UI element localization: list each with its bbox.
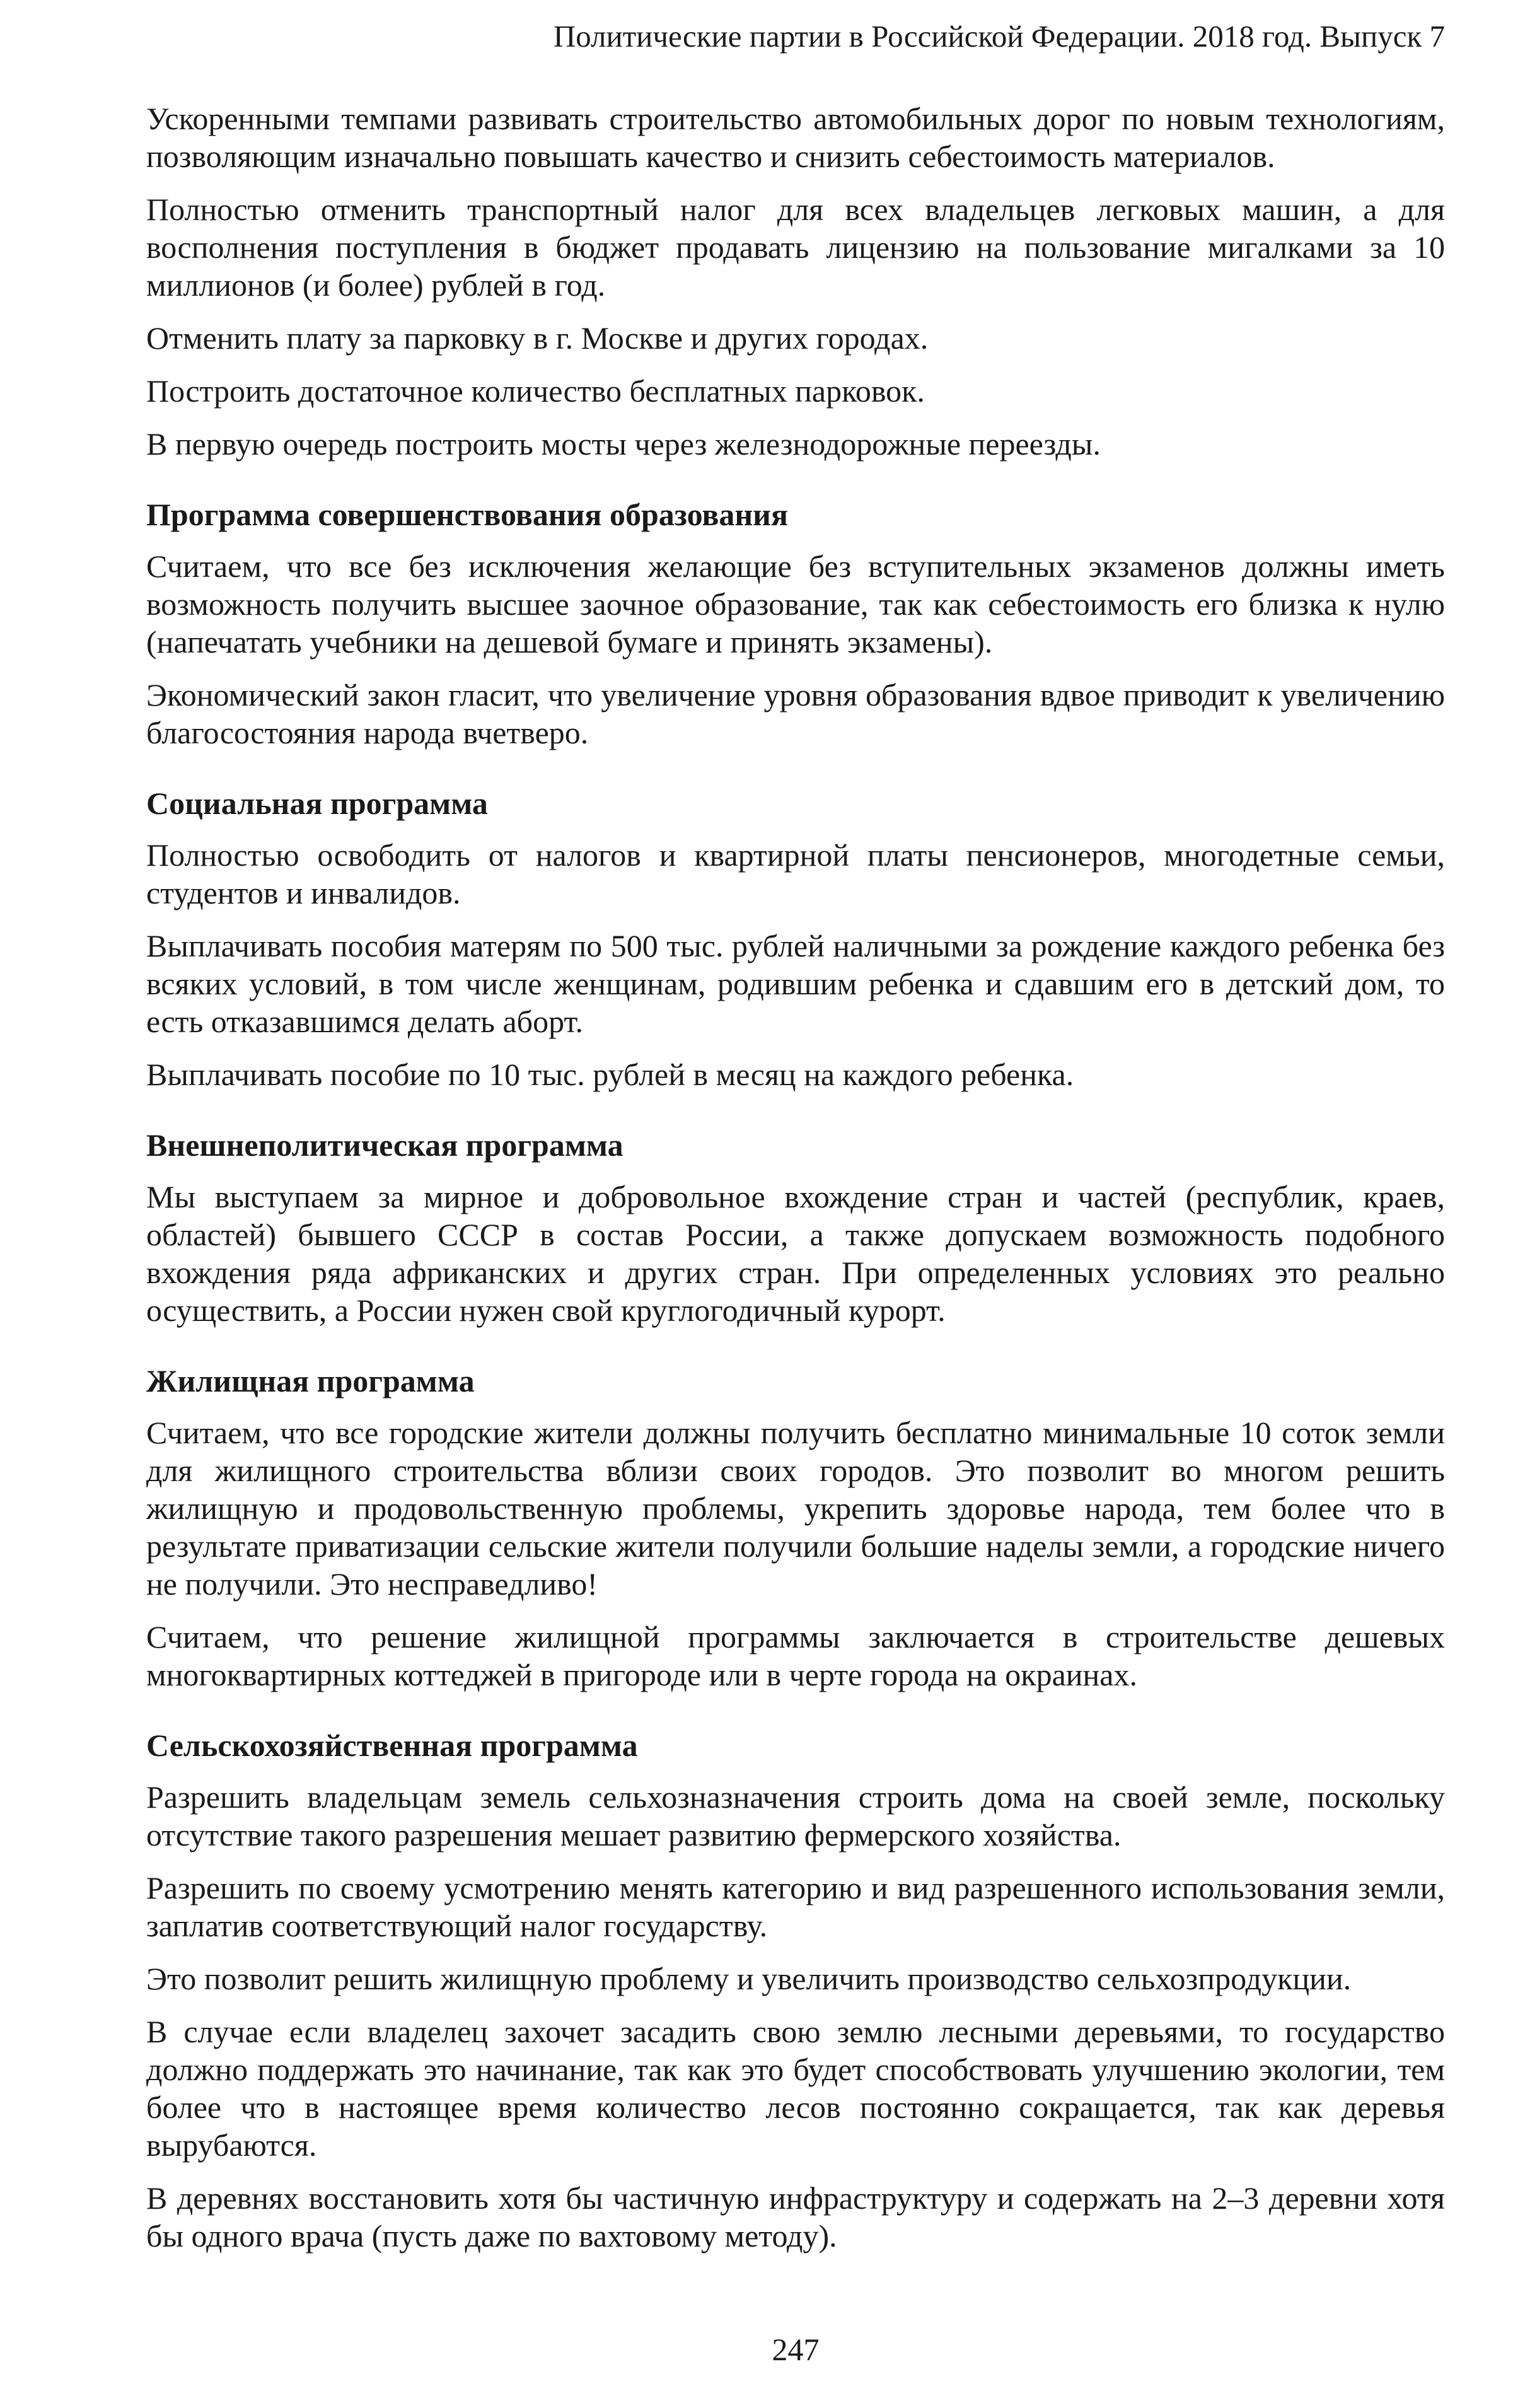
intro-block bbox=[146, 100, 1445, 463]
paragraph: В деревнях восстановить хотя бы частичную инфраструктуру и содержать на 2–3 деревни хотя бы одного врача (пусть даже по вахтовому методу). bbox=[146, 2180, 1445, 2254]
paragraph: Построить достаточное количество бесплатных парковок. bbox=[146, 373, 925, 409]
paragraph: Полностью отменить транспортный налог для всех владельцев легковых машин, а для восполнения поступления в бюджет продавать лицензию на пользование мигалками за 10 миллионов (и более) рублей в год. bbox=[146, 192, 1445, 303]
paragraph: Ускоренными темпами развивать строительство автомобильных дорог по новым технологиям, позволяющим изначально повышать качество и снизить себестоимость материалов. bbox=[146, 101, 1445, 174]
section-education bbox=[146, 496, 1445, 752]
paragraph: Разрешить по своему усмотрению менять категорию и вид разрешенного использования земли, заплатив соответствующий налог государству. bbox=[146, 1870, 1445, 1943]
paragraph: Отменить плату за парковку в г. Москве и других городах. bbox=[146, 320, 929, 356]
paragraph: В случае если владелец захочет засадить свою землю лесными деревьями, то государство должно поддержать это начинание, так как это будет способствовать улучшению экологии, тем более что в настоящее время количество лесов постоянно сокращается, так как деревья вырубаются. bbox=[146, 2014, 1445, 2163]
section-heading: Жилищная программа bbox=[146, 1363, 475, 1399]
section-heading: Программа совершенствования образования bbox=[146, 497, 789, 532]
section-social bbox=[146, 784, 1445, 1093]
paragraph: Выплачивать пособия матерям по 500 тыс. рублей наличными за рождение каждого ребенка без всяких условий, в том числе женщинам, родившим ребенка и сдавшим его в детский дом, то есть отказавшимся делать аборт. bbox=[146, 928, 1445, 1039]
paragraph: Считаем, что все без исключения желающие без вступительных экзаменов должны иметь возможность получить высшее заочное образование, так как себестоимость его близка к нулю (напечатать учебники на дешевой бумаге и принять экзамены). bbox=[146, 549, 1445, 660]
paragraph: В первую очередь построить мосты через железнодорожные переезды. bbox=[146, 426, 1101, 462]
document-page bbox=[146, 18, 1445, 2388]
paragraph: Выплачивать пособие по 10 тыс. рублей в месяц на каждого ребенка. bbox=[146, 1057, 1074, 1092]
section-agriculture bbox=[146, 1726, 1445, 2255]
section-heading: Социальная программа bbox=[146, 786, 488, 821]
page-number: 247 bbox=[772, 2332, 820, 2367]
paragraph: Считаем, что все городские жители должны получить бесплатно минимальные 10 соток земли для жилищного строительства вблизи своих городов. Это позволит во многом решить жилищную и продовольственную проблемы, укрепить здоровье народа, тем более что в результате приватизации сельские жители получили большие наделы земли, а городские ничего не получили. Это несправедливо! bbox=[146, 1415, 1445, 1602]
section-housing bbox=[146, 1362, 1445, 1694]
paragraph: Это позволит решить жилищную проблему и увеличить производство сельхозпродукции. bbox=[146, 1961, 1352, 1996]
paragraph: Мы выступаем за мирное и добровольное вхождение стран и частей (республик, краев, областей) бывшего СССР в состав России, а также допускаем возможность подобного вхождения ряда африканских и других стран. При определенных условиях это реально осуществить, а России нужен свой круглогодичный курорт. bbox=[146, 1179, 1445, 1328]
paragraph: Полностью освободить от налогов и квартирной платы пенсионеров, многодетные семьи, студентов и инвалидов. bbox=[146, 837, 1445, 910]
section-heading: Внешнеполитическая программа bbox=[146, 1127, 623, 1163]
paragraph: Разрешить владельцам земель сельхозназначения строить дома на своей земле, поскольку отсутствие такого разрешения мешает развитию фермерского хозяйства. bbox=[146, 1779, 1445, 1853]
paragraph: Экономический закон гласит, что увеличение уровня образования вдвое приводит к увеличению благосостояния народа вчетверо. bbox=[146, 677, 1445, 750]
section-heading: Сельскохозяйственная программа bbox=[146, 1728, 638, 1763]
section-foreign-policy bbox=[146, 1126, 1445, 1329]
running-header: Политические партии в Российской Федерации. 2018 год. Выпуск 7 bbox=[553, 19, 1445, 54]
paragraph: Считаем, что решение жилищной программы заключается в строительстве дешевых многоквартирных коттеджей в пригороде или в черте города на окраинах. bbox=[146, 1619, 1445, 1692]
